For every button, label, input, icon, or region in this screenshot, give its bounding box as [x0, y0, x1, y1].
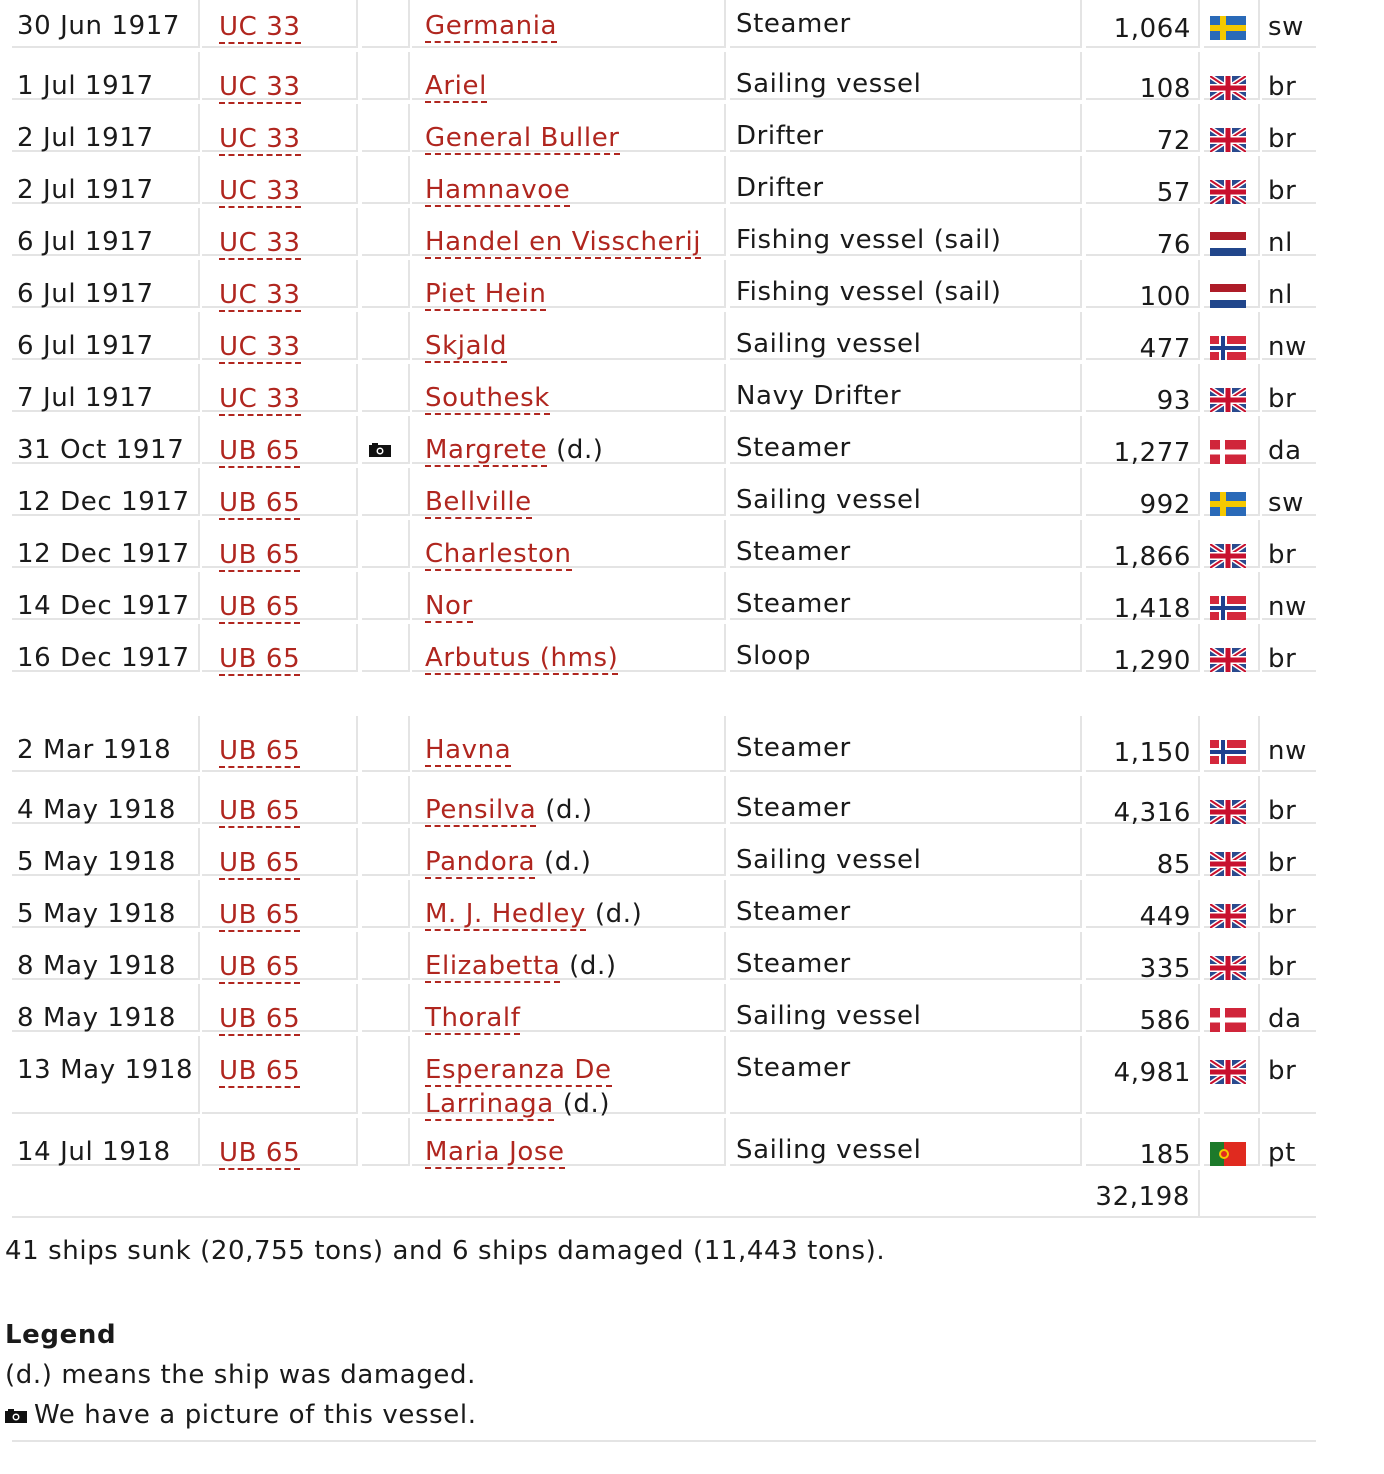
losses-table: [12, 0, 1316, 1218]
uboat-cell: [202, 880, 358, 928]
flag-cell: [1204, 828, 1260, 876]
camera-icon: [5, 1409, 27, 1423]
ship-link[interactable]: Arbutus (hms): [425, 643, 619, 673]
country-cell: nl: [1262, 208, 1316, 256]
tons-cell: 100: [1086, 260, 1200, 308]
flag-cell: [1204, 932, 1260, 980]
type-cell: Steamer: [730, 776, 1082, 824]
uboat-link[interactable]: UC 33: [219, 228, 301, 258]
flag-cell: [1204, 364, 1260, 412]
ship-link[interactable]: M. J. Hedley: [425, 899, 587, 929]
date-cell: 8 May 1918: [12, 984, 200, 1032]
table-row: [12, 1036, 1316, 1118]
picture-cell: [362, 260, 410, 308]
uboat-link[interactable]: UB 65: [219, 796, 301, 826]
ship-cell: [412, 1036, 726, 1119]
tons-cell: 1,277: [1086, 416, 1200, 464]
picture-cell: [362, 572, 410, 620]
uboat-cell: [202, 156, 358, 204]
ship-link[interactable]: Charleston: [425, 539, 572, 569]
sweden-flag-icon: [1210, 16, 1246, 40]
ship-link[interactable]: Thoralf: [425, 1003, 521, 1033]
uboat-cell: [202, 932, 358, 980]
picture-cell: [362, 1036, 410, 1114]
uboat-link[interactable]: UC 33: [219, 280, 301, 310]
flag-cell: [1204, 416, 1260, 464]
tons-cell: 1,418: [1086, 572, 1200, 620]
type-cell: Drifter: [730, 104, 1082, 152]
ship-cell: [412, 1118, 726, 1166]
britain-flag-icon: [1210, 1060, 1246, 1084]
date-cell: 16 Dec 1917: [12, 624, 200, 672]
tons-cell: 1,866: [1086, 520, 1200, 568]
table-row: [12, 520, 1316, 572]
summary-text: 41 ships sunk (20,755 tons) and 6 ships damaged (11,443 tons).: [5, 1236, 886, 1266]
date-cell: 6 Jul 1917: [12, 260, 200, 308]
britain-flag-icon: [1210, 904, 1246, 928]
date-cell: 1 Jul 1917: [12, 52, 200, 100]
date-cell: 2 Jul 1917: [12, 156, 200, 204]
uboat-cell: [202, 52, 358, 100]
uboat-link[interactable]: UB 65: [219, 1056, 301, 1086]
ship-cell: [412, 260, 726, 308]
flag-cell: [1204, 104, 1260, 152]
tons-cell: 1,150: [1086, 716, 1200, 772]
flag-cell: [1204, 984, 1260, 1032]
date-cell: 5 May 1918: [12, 880, 200, 928]
picture-cell: [362, 364, 410, 412]
ship-link[interactable]: Maria Jose: [425, 1137, 565, 1167]
britain-flag-icon: [1210, 544, 1246, 568]
table-row: [12, 984, 1316, 1036]
flag-cell: [1204, 776, 1260, 824]
picture-cell: [362, 0, 410, 48]
ship-link[interactable]: General Buller: [425, 123, 620, 153]
table-row: [12, 880, 1316, 932]
uboat-cell: [202, 776, 358, 824]
uboat-cell: [202, 716, 358, 772]
picture-cell: [362, 104, 410, 152]
ship-link[interactable]: Skjald: [425, 331, 508, 361]
ship-cell: [412, 828, 726, 876]
uboat-cell: [202, 0, 358, 48]
sweden-flag-icon: [1210, 492, 1246, 516]
uboat-cell: [202, 1118, 358, 1166]
tons-cell: 57: [1086, 156, 1200, 204]
tons-cell: 108: [1086, 52, 1200, 100]
tons-cell: 586: [1086, 984, 1200, 1032]
date-cell: 2 Jul 1917: [12, 104, 200, 152]
date-cell: 8 May 1918: [12, 932, 200, 980]
country-cell: br: [1262, 156, 1316, 204]
legend-title: Legend: [5, 1320, 117, 1350]
picture-cell: [362, 1118, 410, 1166]
country-cell: da: [1262, 984, 1316, 1032]
ship-cell: [412, 572, 726, 620]
uboat-cell: [202, 572, 358, 620]
table-row: [12, 104, 1316, 156]
date-cell: 6 Jul 1917: [12, 208, 200, 256]
table-row: [12, 0, 1316, 52]
picture-cell: [362, 828, 410, 876]
ship-cell: [412, 520, 726, 568]
britain-flag-icon: [1210, 388, 1246, 412]
camera-icon[interactable]: [369, 443, 391, 457]
table-group-1917: [12, 0, 1316, 676]
table-row: [12, 624, 1316, 676]
ship-link[interactable]: Nor: [425, 591, 473, 621]
date-cell: 5 May 1918: [12, 828, 200, 876]
ship-cell: [412, 984, 726, 1032]
flag-cell: [1204, 468, 1260, 516]
uboat-cell: [202, 828, 358, 876]
type-cell: Steamer: [730, 1036, 1082, 1114]
britain-flag-icon: [1210, 76, 1246, 100]
table-row: [12, 260, 1316, 312]
total-tons: 32,198: [1086, 1170, 1200, 1216]
date-cell: 12 Dec 1917: [12, 468, 200, 516]
tons-cell: 1,064: [1086, 0, 1200, 48]
ship-cell: [412, 716, 726, 772]
uboat-link[interactable]: UC 33: [219, 384, 301, 414]
uboat-link[interactable]: UC 33: [219, 332, 301, 362]
britain-flag-icon: [1210, 128, 1246, 152]
type-cell: Sailing vessel: [730, 52, 1082, 100]
country-cell: sw: [1262, 468, 1316, 516]
legend-picture-text: We have a picture of this vessel.: [34, 1400, 477, 1430]
uboat-link[interactable]: UB 65: [219, 1138, 301, 1168]
picture-cell: [362, 312, 410, 360]
country-cell: br: [1262, 52, 1316, 100]
ship-link[interactable]: Elizabetta: [425, 951, 561, 981]
ship-cell: [412, 364, 726, 412]
country-cell: br: [1262, 776, 1316, 824]
uboat-link[interactable]: UB 65: [219, 488, 301, 518]
table-row: [12, 468, 1316, 520]
date-cell: 4 May 1918: [12, 776, 200, 824]
ship-cell: [412, 624, 726, 672]
table-group-1918: [12, 724, 1316, 1170]
uboat-cell: [202, 468, 358, 516]
tons-cell: 477: [1086, 312, 1200, 360]
date-cell: 6 Jul 1917: [12, 312, 200, 360]
date-cell: 13 May 1918: [12, 1036, 200, 1114]
country-cell: nw: [1262, 716, 1316, 772]
ship-cell: [412, 52, 726, 100]
flag-cell: [1204, 208, 1260, 256]
uboat-link[interactable]: UC 33: [219, 12, 301, 42]
country-cell: br: [1262, 880, 1316, 928]
country-cell: br: [1262, 932, 1316, 980]
tons-cell: 93: [1086, 364, 1200, 412]
table-row: [12, 364, 1316, 416]
ship-link[interactable]: Havna: [425, 735, 512, 765]
ship-cell: [412, 416, 726, 464]
ship-link[interactable]: Pandora: [425, 847, 536, 877]
country-cell: nw: [1262, 572, 1316, 620]
flag-cell: [1204, 156, 1260, 204]
damaged-mark: (d.): [544, 847, 592, 877]
country-cell: sw: [1262, 0, 1316, 48]
tons-cell: 72: [1086, 104, 1200, 152]
country-cell: br: [1262, 104, 1316, 152]
type-cell: Fishing vessel (sail): [730, 260, 1082, 308]
britain-flag-icon: [1210, 180, 1246, 204]
ship-link[interactable]: Bellville: [425, 487, 532, 517]
ship-link[interactable]: Germania: [425, 11, 558, 41]
type-cell: Navy Drifter: [730, 364, 1082, 412]
country-cell: nw: [1262, 312, 1316, 360]
table-row: [12, 572, 1316, 624]
type-cell: Sailing vessel: [730, 468, 1082, 516]
table-row: [12, 156, 1316, 208]
picture-cell: [362, 624, 410, 672]
ship-link[interactable]: Pensilva: [425, 795, 537, 825]
ship-link[interactable]: Ariel: [425, 71, 487, 101]
flag-cell: [1204, 572, 1260, 620]
country-cell: pt: [1262, 1118, 1316, 1166]
type-cell: Steamer: [730, 0, 1082, 48]
ship-cell: [412, 776, 726, 824]
uboat-link[interactable]: UB 65: [219, 1004, 301, 1034]
tons-cell: 1,290: [1086, 624, 1200, 672]
uboat-cell: [202, 520, 358, 568]
norway-flag-icon: [1210, 336, 1246, 360]
legend-picture-note: [5, 1400, 477, 1430]
uboat-cell: [202, 260, 358, 308]
uboat-link[interactable]: UB 65: [219, 900, 301, 930]
flag-cell: [1204, 880, 1260, 928]
uboat-link[interactable]: UB 65: [219, 436, 301, 466]
denmark-flag-icon: [1210, 440, 1246, 464]
damaged-mark: (d.): [545, 795, 593, 825]
ship-link[interactable]: Piet Hein: [425, 279, 547, 309]
date-cell: 30 Jun 1917: [12, 0, 200, 48]
uboat-link[interactable]: UB 65: [219, 848, 301, 878]
country-cell: nl: [1262, 260, 1316, 308]
picture-cell: [362, 156, 410, 204]
flag-cell: [1204, 260, 1260, 308]
picture-cell: [362, 880, 410, 928]
uboat-link[interactable]: UC 33: [219, 176, 301, 206]
type-cell: Steamer: [730, 932, 1082, 980]
tons-cell: 76: [1086, 208, 1200, 256]
date-cell: 12 Dec 1917: [12, 520, 200, 568]
norway-flag-icon: [1210, 740, 1246, 764]
portugal-flag-icon: [1210, 1142, 1246, 1166]
uboat-link[interactable]: UB 65: [219, 540, 301, 570]
uboat-cell: [202, 104, 358, 152]
flag-cell: [1204, 520, 1260, 568]
table-row: [12, 52, 1316, 104]
table-row: [12, 416, 1316, 468]
picture-cell: [362, 416, 410, 464]
damaged-mark: (d.): [562, 1089, 611, 1119]
damaged-mark: (d.): [594, 899, 643, 929]
type-cell: Fishing vessel (sail): [730, 208, 1082, 256]
type-cell: Steamer: [730, 572, 1082, 620]
type-cell: Steamer: [730, 716, 1082, 772]
uboat-cell: [202, 984, 358, 1032]
tons-cell: 4,316: [1086, 776, 1200, 824]
ship-cell: [412, 468, 726, 516]
britain-flag-icon: [1210, 648, 1246, 672]
ship-cell: [412, 156, 726, 204]
ship-link[interactable]: Hamnavoe: [425, 175, 571, 205]
ship-cell: [412, 312, 726, 360]
uboat-link[interactable]: UC 33: [219, 124, 301, 154]
type-cell: Sailing vessel: [730, 828, 1082, 876]
uboat-cell: [202, 1036, 358, 1114]
uboat-link[interactable]: UB 65: [219, 736, 301, 766]
country-cell: br: [1262, 624, 1316, 672]
uboat-link[interactable]: UB 65: [219, 952, 301, 982]
tons-cell: 992: [1086, 468, 1200, 516]
table-row: [12, 208, 1316, 260]
date-cell: 14 Dec 1917: [12, 572, 200, 620]
flag-cell: [1204, 52, 1260, 100]
table-row: [12, 724, 1316, 776]
netherlands-flag-icon: [1210, 284, 1246, 308]
tons-cell: 449: [1086, 880, 1200, 928]
tons-cell: 185: [1086, 1118, 1200, 1166]
type-cell: Drifter: [730, 156, 1082, 204]
uboat-link[interactable]: UB 65: [219, 592, 301, 622]
uboat-link[interactable]: UB 65: [219, 644, 301, 674]
table-row: [12, 932, 1316, 984]
uboat-link[interactable]: UC 33: [219, 72, 301, 102]
picture-cell: [362, 716, 410, 772]
country-cell: da: [1262, 416, 1316, 464]
ship-link[interactable]: Southesk: [425, 383, 550, 413]
picture-cell: [362, 984, 410, 1032]
country-cell: br: [1262, 520, 1316, 568]
date-cell: 31 Oct 1917: [12, 416, 200, 464]
bottom-divider: [12, 1440, 1316, 1442]
type-cell: Sailing vessel: [730, 984, 1082, 1032]
table-row: [12, 1118, 1316, 1170]
damaged-mark: (d.): [556, 435, 604, 465]
netherlands-flag-icon: [1210, 232, 1246, 256]
flag-cell: [1204, 1118, 1260, 1166]
picture-cell: [362, 520, 410, 568]
picture-cell: [362, 52, 410, 100]
uboat-cell: [202, 312, 358, 360]
flag-cell: [1204, 624, 1260, 672]
type-cell: Sailing vessel: [730, 312, 1082, 360]
ship-cell: [412, 932, 726, 980]
tons-cell: 4,981: [1086, 1036, 1200, 1114]
legend-damaged-note: (d.) means the ship was damaged.: [5, 1360, 476, 1390]
type-cell: Steamer: [730, 416, 1082, 464]
type-cell: Sailing vessel: [730, 1118, 1082, 1166]
type-cell: Sloop: [730, 624, 1082, 672]
uboat-cell: [202, 416, 358, 464]
tons-cell: 335: [1086, 932, 1200, 980]
type-cell: Steamer: [730, 520, 1082, 568]
date-cell: 7 Jul 1917: [12, 364, 200, 412]
flag-cell: [1204, 312, 1260, 360]
damaged-mark: (d.): [569, 951, 617, 981]
picture-cell: [362, 932, 410, 980]
flag-cell: [1204, 0, 1260, 48]
country-cell: br: [1262, 1036, 1316, 1114]
flag-cell: [1204, 716, 1260, 772]
table-row: [12, 776, 1316, 828]
total-row: [12, 1170, 1316, 1218]
ship-cell: [412, 208, 726, 256]
table-row: [12, 312, 1316, 364]
norway-flag-icon: [1210, 596, 1246, 620]
table-row: [12, 828, 1316, 880]
date-cell: 2 Mar 1918: [12, 716, 200, 772]
country-cell: br: [1262, 364, 1316, 412]
ship-link[interactable]: Esperanza De Larrinaga: [425, 1055, 612, 1119]
britain-flag-icon: [1210, 956, 1246, 980]
date-cell: 14 Jul 1918: [12, 1118, 200, 1166]
type-cell: Steamer: [730, 880, 1082, 928]
denmark-flag-icon: [1210, 1008, 1246, 1032]
picture-cell: [362, 208, 410, 256]
uboat-cell: [202, 364, 358, 412]
ship-link[interactable]: Handel en Visscherij: [425, 227, 702, 257]
picture-cell: [362, 776, 410, 824]
britain-flag-icon: [1210, 852, 1246, 876]
uboat-cell: [202, 208, 358, 256]
uboat-cell: [202, 624, 358, 672]
flag-cell: [1204, 1036, 1260, 1114]
ship-link[interactable]: Margrete: [425, 435, 548, 465]
picture-cell: [362, 468, 410, 516]
country-cell: br: [1262, 828, 1316, 876]
ship-cell: [412, 0, 726, 48]
ship-cell: [412, 880, 726, 928]
ship-cell: [412, 104, 726, 152]
britain-flag-icon: [1210, 800, 1246, 824]
tons-cell: 85: [1086, 828, 1200, 876]
